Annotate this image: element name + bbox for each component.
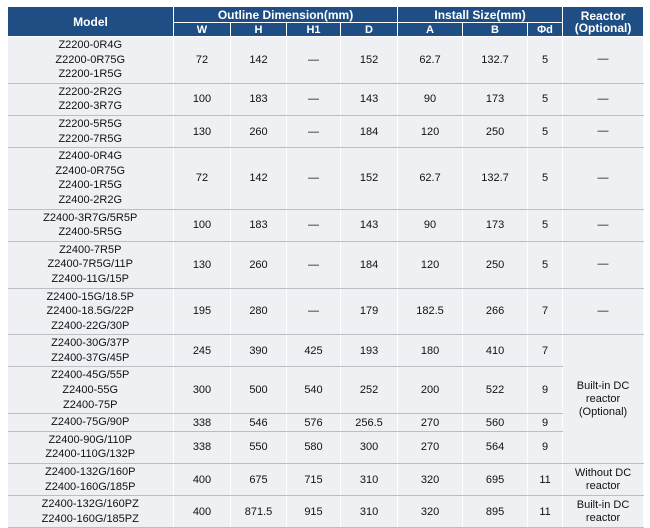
table-row (8, 241, 644, 288)
model-name: Z2200-3R7G (58, 100, 123, 113)
reactor-cell: — (563, 288, 644, 335)
w-cell: 100 (174, 209, 231, 241)
dimension-spec-table (7, 6, 644, 528)
d-cell: 143 (341, 83, 398, 115)
model-cell (8, 115, 174, 147)
model-name: Z2400-2R2G (58, 193, 123, 206)
model-name: Z2400-5R5G (58, 226, 123, 239)
table-row (8, 464, 644, 496)
reactor-cell: — (563, 148, 644, 209)
w-cell: 338 (174, 431, 231, 463)
table-row (8, 367, 644, 414)
w-cell: 100 (174, 83, 231, 115)
h-cell: 183 (231, 209, 287, 241)
table-row (8, 335, 644, 367)
model-name: Z2400-3R7G/5R5P (43, 211, 138, 224)
model-name: Z2400-1R5G (58, 179, 123, 192)
reactor-line: (Optional) (578, 405, 628, 418)
w-cell: 72 (174, 148, 231, 209)
phi-d-cell: 5 (528, 209, 563, 241)
model-name: Z2400-110G/132P (45, 448, 136, 461)
outline-dimension-header: Outline Dimension(mm) (174, 7, 398, 23)
model-name: Z2400-75G/90P (51, 416, 130, 429)
model-name: Z2200-2R2G (58, 85, 123, 98)
table-row (8, 414, 644, 432)
model-name: Z2200-0R75G (55, 53, 126, 66)
reactor-cell: — (563, 115, 644, 147)
w-cell: 245 (174, 335, 231, 367)
a-cell: 182.5 (398, 288, 463, 335)
model-name: Z2400-90G/110P (48, 433, 133, 446)
table-row (8, 115, 644, 147)
w-cell: 130 (174, 241, 231, 288)
table-row (8, 37, 644, 84)
w-cell: 195 (174, 288, 231, 335)
table-row (8, 496, 644, 528)
b-cell: 132.7 (463, 148, 528, 209)
h1-cell: — (287, 288, 341, 335)
reactor-cell: — (563, 241, 644, 288)
model-cell (8, 496, 174, 528)
d-cell: 152 (341, 37, 398, 84)
model-name: Z2200-0R4G (58, 39, 123, 51)
model-name: Z2400-0R4G (58, 150, 123, 163)
d-cell: 143 (341, 209, 398, 241)
phi-d-cell: 5 (528, 241, 563, 288)
a-cell: 270 (398, 431, 463, 463)
h1-cell: — (287, 148, 341, 209)
a-cell: 200 (398, 367, 463, 414)
a-cell: 180 (398, 335, 463, 367)
model-cell (8, 288, 174, 335)
model-name: Z2200-1R5G (58, 68, 123, 81)
h-cell: 142 (231, 148, 287, 209)
table-body (8, 37, 644, 528)
h1-cell: 540 (287, 367, 341, 414)
model-name: Z2200-5R5G (58, 117, 123, 130)
b-cell: 522 (463, 367, 528, 414)
d-cell: 256.5 (341, 414, 398, 432)
reactor-line: Without DC (574, 466, 632, 479)
reactor-line: reactor (585, 479, 621, 492)
h-cell: 142 (231, 37, 287, 84)
phi-d-cell: 9 (528, 367, 563, 414)
spec-table-container (7, 6, 643, 528)
reactor-cell: — (563, 83, 644, 115)
h-header: H (231, 23, 287, 37)
reactor-line: reactor (585, 392, 621, 405)
model-cell (8, 414, 174, 432)
phi-d-cell: 5 (528, 37, 563, 84)
b-cell: 895 (463, 496, 528, 528)
reactor-line: reactor (585, 511, 621, 524)
d-header: D (341, 23, 398, 37)
model-cell (8, 431, 174, 463)
h1-cell: 580 (287, 431, 341, 463)
b-cell: 250 (463, 241, 528, 288)
b-cell: 560 (463, 414, 528, 432)
table-header (8, 7, 644, 37)
table-row (8, 431, 644, 463)
phi-d-cell: 7 (528, 335, 563, 367)
model-name: Z2400-160G/185PZ (41, 512, 139, 525)
h1-cell: 715 (287, 464, 341, 496)
h-cell: 260 (231, 115, 287, 147)
reactor-header-line1: Reactor (580, 8, 626, 23)
model-name: Z2400-7R5P (59, 243, 122, 256)
phi-d-cell: 5 (528, 115, 563, 147)
phi-d-cell: 9 (528, 431, 563, 463)
h1-cell: — (287, 241, 341, 288)
reactor-line: Built-in DC (576, 498, 630, 511)
model-cell (8, 83, 174, 115)
model-cell (8, 367, 174, 414)
w-cell: 72 (174, 37, 231, 84)
d-cell: 300 (341, 431, 398, 463)
h-cell: 550 (231, 431, 287, 463)
w-cell: 338 (174, 414, 231, 432)
b-cell: 266 (463, 288, 528, 335)
h-cell: 546 (231, 414, 287, 432)
w-header: W (174, 23, 231, 37)
model-cell (8, 148, 174, 209)
phi-d-header: Φd (528, 23, 563, 37)
b-cell: 173 (463, 83, 528, 115)
h1-header: H1 (287, 23, 341, 37)
d-cell: 310 (341, 464, 398, 496)
model-cell (8, 335, 174, 367)
phi-d-cell: 11 (528, 464, 563, 496)
w-cell: 400 (174, 496, 231, 528)
h1-cell: — (287, 83, 341, 115)
table-row (8, 209, 644, 241)
phi-d-cell: 7 (528, 288, 563, 335)
d-cell: 184 (341, 115, 398, 147)
table-row (8, 83, 644, 115)
a-cell: 320 (398, 464, 463, 496)
h-cell: 280 (231, 288, 287, 335)
model-name: Z2400-7R5G/11P (47, 258, 133, 271)
h-cell: 871.5 (231, 496, 287, 528)
h-cell: 183 (231, 83, 287, 115)
reactor-cell: — (563, 209, 644, 241)
model-name: Z2400-55G (62, 384, 119, 397)
a-cell: 90 (398, 209, 463, 241)
a-cell: 62.7 (398, 148, 463, 209)
d-cell: 310 (341, 496, 398, 528)
b-header: B (463, 23, 528, 37)
model-name: Z2400-0R75G (55, 164, 126, 177)
model-name: Z2400-132G/160P (44, 466, 136, 479)
model-name: Z2400-132G/160PZ (41, 498, 139, 511)
h-cell: 500 (231, 367, 287, 414)
model-header: Model (8, 7, 174, 37)
reactor-cell (563, 496, 644, 528)
h-cell: 675 (231, 464, 287, 496)
model-cell (8, 37, 174, 84)
d-cell: 193 (341, 335, 398, 367)
model-name: Z2400-37G/45P (51, 351, 130, 364)
phi-d-cell: 5 (528, 148, 563, 209)
d-cell: 184 (341, 241, 398, 288)
d-cell: 179 (341, 288, 398, 335)
model-name: Z2400-30G/37P (51, 337, 130, 350)
a-cell: 120 (398, 241, 463, 288)
a-cell: 320 (398, 496, 463, 528)
a-cell: 270 (398, 414, 463, 432)
a-cell: 62.7 (398, 37, 463, 84)
reactor-cell: — (563, 37, 644, 84)
h1-cell: 915 (287, 496, 341, 528)
w-cell: 400 (174, 464, 231, 496)
a-header: A (398, 23, 463, 37)
phi-d-cell: 5 (528, 83, 563, 115)
phi-d-cell: 9 (528, 414, 563, 432)
h1-cell: — (287, 37, 341, 84)
b-cell: 695 (463, 464, 528, 496)
model-name: Z2400-75P (63, 398, 118, 411)
table-row (8, 288, 644, 335)
model-name: Z2400-15G/18.5P (46, 290, 134, 303)
w-cell: 130 (174, 115, 231, 147)
a-cell: 90 (398, 83, 463, 115)
model-name: Z2400-11G/15P (51, 272, 129, 285)
reactor-cell (563, 464, 644, 496)
b-cell: 250 (463, 115, 528, 147)
reactor-line: Built-in DC (576, 379, 630, 392)
reactor-header-line2: (Optional) (574, 20, 632, 35)
b-cell: 173 (463, 209, 528, 241)
d-cell: 152 (341, 148, 398, 209)
h-cell: 260 (231, 241, 287, 288)
table-row (8, 148, 644, 209)
model-name: Z2400-22G/30P (51, 319, 130, 332)
reactor-cell-merged (563, 335, 644, 464)
h1-cell: 576 (287, 414, 341, 432)
model-name: Z2400-45G/55P (51, 369, 130, 382)
model-name: Z2200-7R5G (58, 132, 123, 145)
h1-cell: 425 (287, 335, 341, 367)
model-cell (8, 241, 174, 288)
w-cell: 300 (174, 367, 231, 414)
h1-cell: — (287, 115, 341, 147)
b-cell: 410 (463, 335, 528, 367)
b-cell: 564 (463, 431, 528, 463)
model-cell (8, 464, 174, 496)
a-cell: 120 (398, 115, 463, 147)
h1-cell: — (287, 209, 341, 241)
reactor-header (563, 7, 644, 37)
h-cell: 390 (231, 335, 287, 367)
d-cell: 252 (341, 367, 398, 414)
model-name: Z2400-18.5G/22P (46, 305, 134, 318)
b-cell: 132.7 (463, 37, 528, 84)
model-name: Z2400-160G/185P (44, 480, 136, 493)
install-size-header: Install Size(mm) (398, 7, 563, 23)
model-cell (8, 209, 174, 241)
phi-d-cell: 11 (528, 496, 563, 528)
